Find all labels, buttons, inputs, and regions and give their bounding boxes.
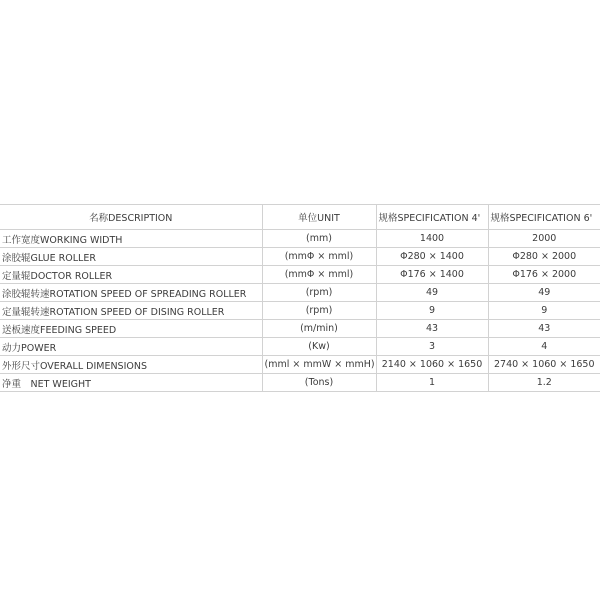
table-row <box>0 320 600 338</box>
row-description: 定量辊DOCTOR ROLLER <box>0 266 262 284</box>
row-spec-6ft: 1.2 <box>488 374 600 392</box>
header-unit: 单位UNIT <box>262 205 376 230</box>
specification-table <box>0 204 600 392</box>
header-spec-6ft: 规格SPECIFICATION 6' <box>488 205 600 230</box>
row-spec-4ft: 9 <box>376 302 488 320</box>
row-description: 涂胶辊转速ROTATION SPEED OF SPREADING ROLLER <box>0 284 262 302</box>
row-unit: (rpm) <box>262 302 376 320</box>
table-row <box>0 356 600 374</box>
row-spec-4ft: 1 <box>376 374 488 392</box>
table-row <box>0 302 600 320</box>
table-row <box>0 230 600 248</box>
row-spec-4ft: 3 <box>376 338 488 356</box>
row-spec-4ft: 2140 × 1060 × 1650 <box>376 356 488 374</box>
row-description: 定量辊转速ROTATION SPEED OF DISING ROLLER <box>0 302 262 320</box>
row-unit: (mml × mmW × mmH) <box>262 356 376 374</box>
table-header-row <box>0 205 600 230</box>
row-spec-4ft: 43 <box>376 320 488 338</box>
table-row <box>0 284 600 302</box>
row-spec-4ft: Φ280 × 1400 <box>376 248 488 266</box>
header-spec-4ft: 规格SPECIFICATION 4' <box>376 205 488 230</box>
row-description: 外形尺寸OVERALL DIMENSIONS <box>0 356 262 374</box>
table-body <box>0 230 600 392</box>
table-row <box>0 338 600 356</box>
row-unit: (Kw) <box>262 338 376 356</box>
row-spec-6ft: 9 <box>488 302 600 320</box>
row-description: 涂胶辊GLUE ROLLER <box>0 248 262 266</box>
row-description: 净重 NET WEIGHT <box>0 374 262 392</box>
row-spec-4ft: 49 <box>376 284 488 302</box>
row-spec-4ft: 1400 <box>376 230 488 248</box>
row-description: 工作宽度WORKING WIDTH <box>0 230 262 248</box>
row-spec-6ft: 4 <box>488 338 600 356</box>
table-row <box>0 374 600 392</box>
table-row <box>0 248 600 266</box>
row-spec-4ft: Φ176 × 1400 <box>376 266 488 284</box>
row-description: 动力POWER <box>0 338 262 356</box>
header-description: 名称DESCRIPTION <box>0 205 262 230</box>
table-row <box>0 266 600 284</box>
row-spec-6ft: 2000 <box>488 230 600 248</box>
row-spec-6ft: Φ176 × 2000 <box>488 266 600 284</box>
row-spec-6ft: 43 <box>488 320 600 338</box>
row-unit: (mmΦ × mml) <box>262 248 376 266</box>
row-unit: (Tons) <box>262 374 376 392</box>
row-unit: (mm) <box>262 230 376 248</box>
row-spec-6ft: 2740 × 1060 × 1650 <box>488 356 600 374</box>
row-spec-6ft: 49 <box>488 284 600 302</box>
row-unit: (mmΦ × mml) <box>262 266 376 284</box>
row-unit: (rpm) <box>262 284 376 302</box>
table-header <box>0 205 600 230</box>
row-unit: (m/min) <box>262 320 376 338</box>
row-spec-6ft: Φ280 × 2000 <box>488 248 600 266</box>
row-description: 送板速度FEEDING SPEED <box>0 320 262 338</box>
